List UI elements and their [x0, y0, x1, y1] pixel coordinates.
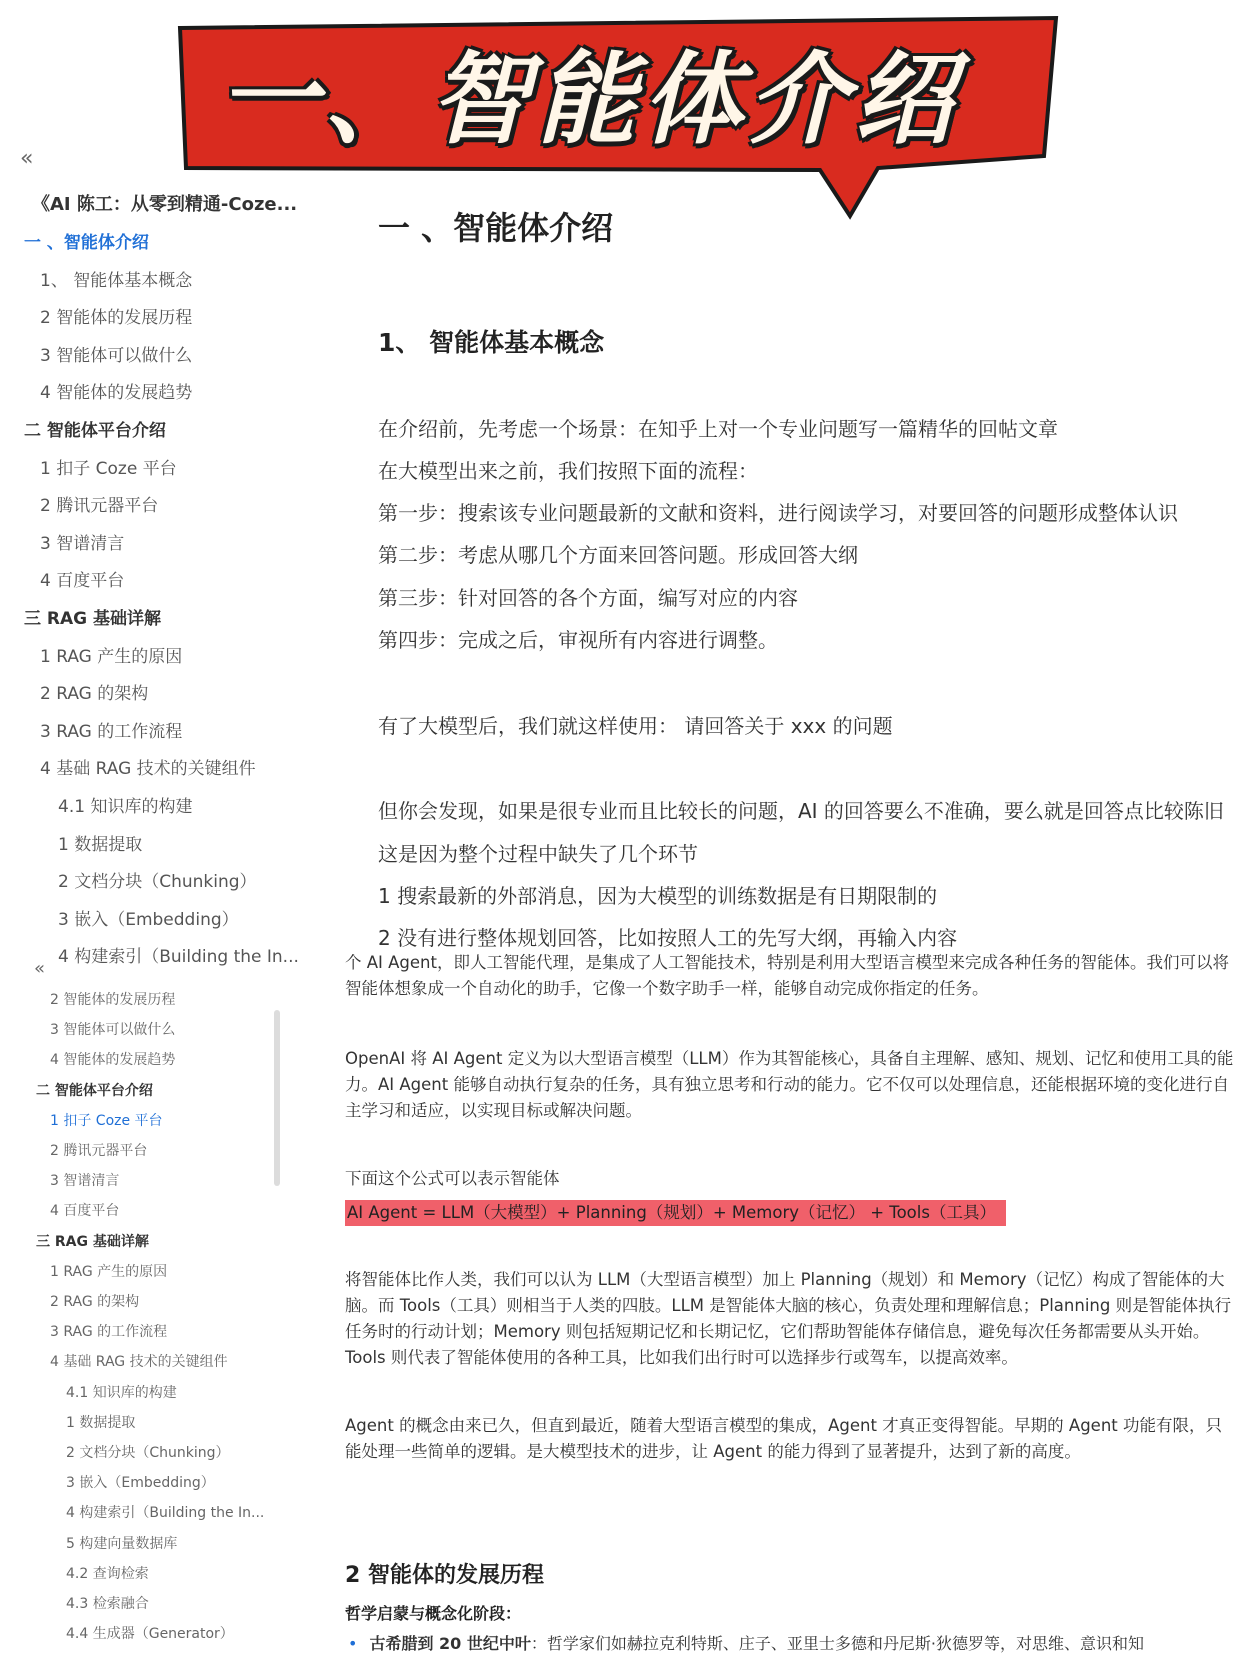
sidebar-item[interactable]: 3 嵌入（Embedding）: [58, 909, 239, 930]
sidebar-item[interactable]: 4 智能体的发展趋势: [40, 383, 193, 404]
sidebar-item[interactable]: 2 文档分块（Chunking）: [58, 872, 257, 893]
sidebar-item[interactable]: 2 智能体的发展历程: [40, 308, 193, 329]
sidebar-item[interactable]: 4 构建索引（Building the In...: [66, 1505, 265, 1522]
paragraph: 在大模型出来之前，我们按照下面的流程：: [378, 459, 758, 483]
paragraph: 第三步：针对回答的各个方面，编写对应的内容: [378, 586, 798, 610]
section-heading: 1、 智能体基本概念: [378, 328, 605, 357]
sidebar-item[interactable]: 2 腾讯元器平台: [50, 1143, 148, 1159]
sidebar-item[interactable]: 4 智能体的发展趋势: [50, 1052, 176, 1069]
paragraph: 1 搜索最新的外部消息，因为大模型的训练数据是有日期限制的: [378, 884, 938, 908]
section-heading-2: 2 智能体的发展历程: [345, 1563, 544, 1588]
sidebar-item[interactable]: 3 智能体可以做什么: [40, 345, 193, 366]
paragraph-openai-def: OpenAI 将 AI Agent 定义为以大型语言模型（LLM）作为其智能核心，具备自主理解、感知、规划、记忆和使用工具的能力。AI Agent 能够自动执行复杂的任务，具有独立思考和行动的能力。它不仅可以处理信息，还能根据环境的变化进行自主学习和适应，以实现目标或解决问题。: [345, 1049, 1234, 1120]
paragraph: 但你会发现，如果是很专业而且比较长的问题，AI 的回答要么不准确，要么就是回答点比较陈旧: [378, 799, 1224, 823]
sidebar-item[interactable]: 2 RAG 的架构: [40, 684, 149, 705]
sidebar-item[interactable]: 2 腾讯元器平台: [40, 496, 159, 517]
sidebar-item[interactable]: 2 智能体的发展历程: [50, 992, 176, 1008]
sidebar-item[interactable]: 4 百度平台: [40, 571, 125, 592]
sidebar-item[interactable]: 三 RAG 基础详解: [36, 1233, 149, 1250]
sidebar-item[interactable]: 3 智能体可以做什么: [50, 1022, 176, 1039]
title-banner: [178, 18, 1058, 218]
bullet-bold: 古希腊到 20 世纪中叶: [369, 1634, 531, 1653]
paragraph-formula-intro: 下面这个公式可以表示智能体: [345, 1169, 560, 1188]
sidebar-item[interactable]: 二 智能体平台介绍: [24, 421, 166, 441]
sidebar-item[interactable]: 1 RAG 产生的原因: [40, 646, 183, 667]
sidebar-item[interactable]: 1、 智能体基本概念: [40, 270, 193, 291]
paragraph: 在介绍前，先考虑一个场景：在知乎上对一个专业问题写一篇精华的回帖文章: [378, 417, 1058, 441]
sidebar-item[interactable]: 4.4 生成器（Generator）: [66, 1626, 234, 1643]
sidebar-item[interactable]: 3 智谱清言: [40, 533, 125, 554]
paragraph: 2 没有进行整体规划回答，比如按照人工的先写大纲，再输入内容: [378, 926, 958, 950]
bullet-dot-icon: •: [348, 1634, 358, 1653]
sidebar-item[interactable]: 1 扣子 Coze 平台: [40, 458, 177, 479]
formula-highlight: AI Agent = LLM（大模型）+ Planning（规划）+ Memory（记忆） + Tools（工具）: [345, 1200, 1006, 1226]
paragraph-analogy: 将智能体比作人类，我们可以认为 LLM（大型语言模型）加上 Planning（规划）和 Memory（记忆）构成了智能体的大脑。而 Tools（工具）则相当于人类的四肢。LLM 是智能体大脑的核心，负责处理和理解信息；Planning 则是智能体执行任务时的行动计划；Memory 则包括短期记忆和长期记忆，它们帮助智能体存储信息，避免每次任务都需要从头开始。Tools 则代表了智能体使用的各种工具，比如我们出行时可以选择步行或驾车，以提高效率。: [345, 1270, 1232, 1367]
sidebar-item[interactable]: 三 RAG 基础详解: [24, 609, 162, 629]
sidebar-scrollbar[interactable]: [274, 1010, 280, 1186]
sidebar-item[interactable]: 3 RAG 的工作流程: [50, 1324, 168, 1341]
paragraph-history: Agent 的概念由来已久，但直到最近，随着大型语言模型的集成，Agent 才真正变得智能。早期的 Agent 功能有限，只能处理一些简单的逻辑。是大模型技术的进步，让 Agent 的能力得到了显著提升，达到了新的高度。: [345, 1416, 1222, 1461]
paragraph: 有了大模型后，我们就这样使用： 请回答关于 xxx 的问题: [378, 714, 893, 738]
sidebar-item[interactable]: 4.1 知识库的构建: [66, 1384, 177, 1401]
sidebar-item[interactable]: 3 智谱清言: [50, 1173, 120, 1190]
sidebar-item[interactable]: 5 构建向量数据库: [66, 1535, 178, 1552]
page-title: 一 、智能体介绍: [378, 209, 614, 247]
banner-title: 一、智能体介绍: [218, 41, 960, 158]
sidebar-item[interactable]: 2 RAG 的架构: [50, 1294, 140, 1310]
sidebar-item[interactable]: 4.3 检索融合: [66, 1596, 149, 1612]
sidebar-item[interactable]: 1 数据提取: [66, 1414, 136, 1431]
sidebar-item[interactable]: 4 基础 RAG 技术的关键组件: [40, 759, 256, 780]
sidebar-item[interactable]: 4.2 查询检索: [66, 1565, 149, 1582]
sidebar-item[interactable]: 1 数据提取: [58, 834, 143, 855]
collapse-sidebar-icon-2[interactable]: «: [34, 958, 46, 979]
sidebar-item[interactable]: 4 构建索引（Building the In...: [58, 947, 299, 968]
collapse-sidebar-icon[interactable]: «: [20, 146, 34, 171]
sidebar-item[interactable]: 一 、智能体介绍: [24, 233, 149, 253]
sidebar-item[interactable]: 2 文档分块（Chunking）: [66, 1445, 230, 1461]
paragraph: 第二步：考虑从哪几个方面来回答问题。形成回答大纲: [378, 543, 858, 567]
paragraph: 第一步：搜索该专业问题最新的文献和资料，进行阅读学习，对要回答的问题形成整体认识: [378, 501, 1178, 525]
book-title[interactable]: 《AI 陈工：从零到精通-Coze...: [32, 194, 298, 215]
bullet-text: ：哲学家们如赫拉克利特斯、庄子、亚里士多德和丹尼斯·狄德罗等，对思维、意识和知: [530, 1634, 1144, 1653]
sidebar-item[interactable]: 1 扣子 Coze 平台: [50, 1112, 163, 1129]
sidebar-item[interactable]: 4 百度平台: [50, 1203, 120, 1220]
bullet-item: [348, 1631, 1144, 1654]
sidebar-item[interactable]: 二 智能体平台介绍: [36, 1082, 153, 1099]
paragraph: 这是因为整个过程中缺失了几个环节: [378, 842, 698, 866]
sidebar-item[interactable]: 4 基础 RAG 技术的关键组件: [50, 1354, 228, 1371]
sidebar-item[interactable]: 3 嵌入（Embedding）: [66, 1475, 215, 1492]
stage-heading: 哲学启蒙与概念化阶段：: [345, 1604, 522, 1623]
sidebar-item[interactable]: 3 RAG 的工作流程: [40, 721, 183, 742]
paragraph-intro: 个 AI Agent，即人工智能代理，是集成了人工智能技术，特别是利用大型语言模型来完成各种任务的智能体。我们可以将智能体想象成一个自动化的助手，它像一个数字助手一样，能够自动完成你指定的任务。: [345, 953, 1229, 998]
sidebar-item[interactable]: 4.1 知识库的构建: [58, 797, 193, 817]
paragraph: 第四步：完成之后，审视所有内容进行调整。: [378, 628, 778, 652]
sidebar-item[interactable]: 1 RAG 产生的原因: [50, 1263, 168, 1280]
